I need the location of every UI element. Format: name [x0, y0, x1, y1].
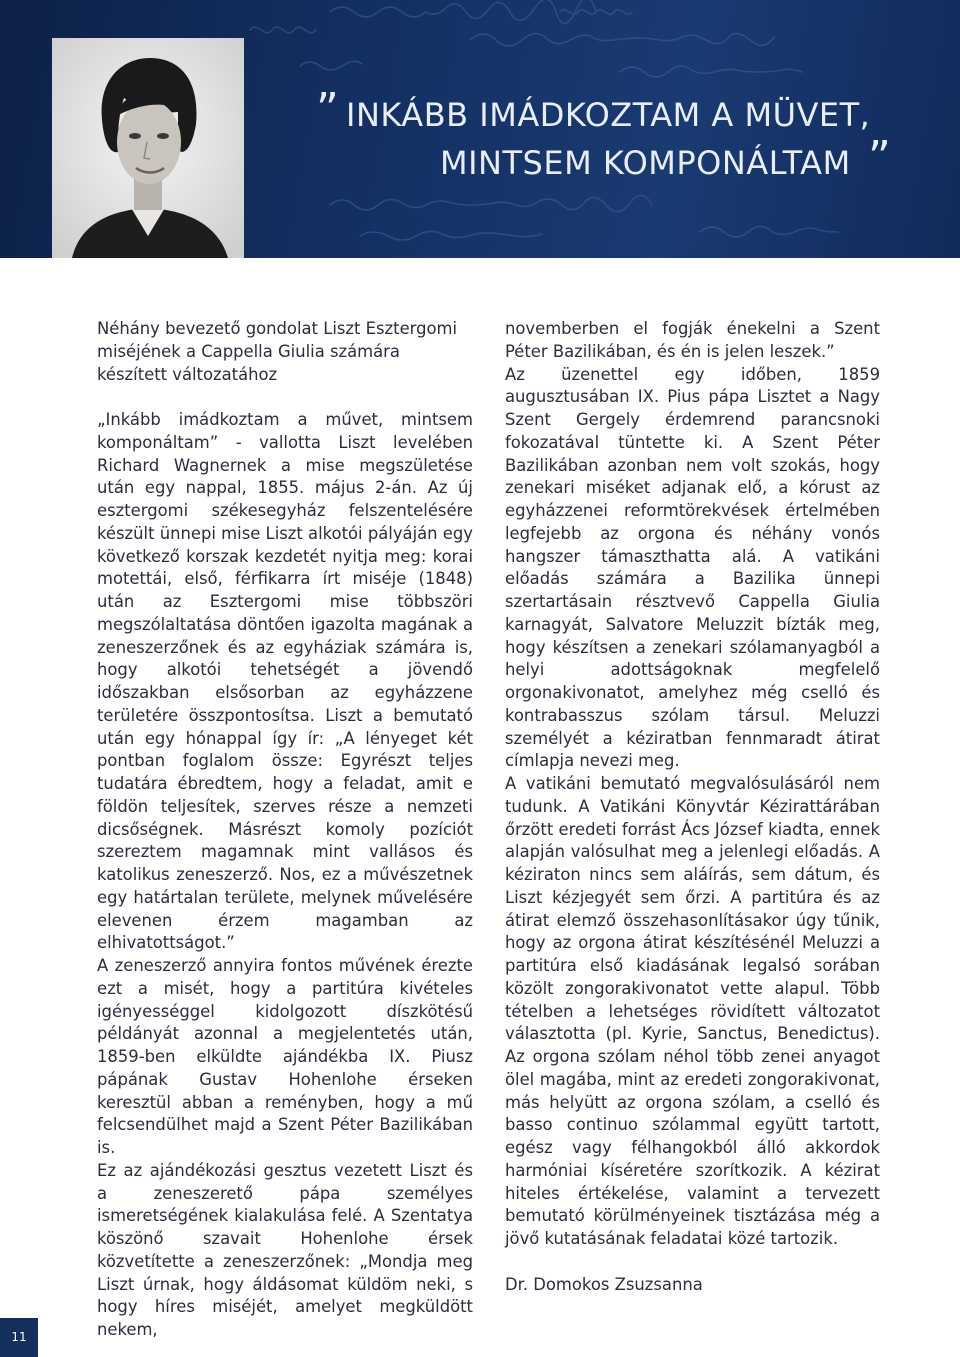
- paragraph: Ez az ajándékozási gesztus vezetett Liszt és a zeneszerető pápa személyes ismeretségének kialakulása felé. A Szentatya köszönő szavait Hohenlohe érsek közvetítette a zeneszerzőnek: „Mondja meg Liszt úrnak, hogy áldásomat küldöm neki, s hogy híres miséjét, amelyet megküldött nekem,: [97, 1160, 473, 1339]
- article-intro: Néhány bevezető gondolat Liszt Esztergomi miséjének a Cappella Giulia számára készített változatához: [97, 319, 458, 384]
- title-line-1: INKÁBB IMÁDKOZTAM A MÜVET,: [346, 96, 871, 134]
- page-number: 11: [0, 1318, 38, 1357]
- header-banner: [0, 0, 960, 258]
- paragraph: A zeneszerző annyira fontos művének érezte ezt a misét, hogy a partitúra kivételes igényességgel kidolgozott díszkötésű példányát azonnal a megjelentetés után, 1859-ben elküldte ajándékba IX. Piusz pápának Gustav Hohenlohe érseken keresztül abban a reményben, hogy a mű felcsendülhet majd a Szent Péter Bazilikában is.: [97, 956, 473, 1157]
- title-line-2: MINTSEM KOMPONÁLTAM: [440, 144, 851, 182]
- paragraph: novemberben el fogják énekelni a Szent Péter Bazilikában, és én is jelen leszek.”: [505, 319, 880, 361]
- paragraph: Az üzenettel egy időben, 1859 augusztusában IX. Pius pápa Lisztet a Nagy Szent Gergely érdemrend parancsnoki fokozatával tüntette ki. A Szent Péter Bazilikában azonban nem volt szokás, hogy zenekari miséket adjanak elő, a kórust az egyházzenei reformtörekvések értelmében legfejebb az orgona és néhány vonós hangszer támaszthatta alá. A vatikáni előadás számára a Bazilika ünnepi szertartásain résztvevő Cappella Giulia karnagyát, Salvatore Meluzzit bízták meg, hogy készítsen a zenekari szólamanyagból a helyi adottságoknak megfelelő orgonakivonatot, amelyhez még cselló és kontrabasszus szólam társul. Meluzzi személyét a kéziratban fennmaradt átirat címlapja nevezi meg.: [505, 364, 880, 771]
- paragraph: „Inkább imádkoztam a művet, mintsem komponáltam” - vallotta Liszt levelében Richard Wagnernek a mise megszületése után egy nappal, 1855. május 2-án. Az új esztergomi székesegyház felszentelésére készült ünnepi mise Liszt alkotói pályáján egy következő korszak kezdetét nyitja meg: korai motettái, első, férfikarra írt miséje (1848) után az Esztergomi mise többszöri megszólaltatása döntően igazolta magának a zeneszerzőnek és az egyháziak számára is, hogy alkotói tehetségét a jövendő időszakban elsősorban az egyházzene területére összpontosítsa. Liszt a bemutató után egy hónappal így ír: „A lényeget két pontban foglalom össze: Egyrészt teljes tudatára ébredtem, hogy a feladat, amit e földön teljesítek, szerves része a nemzeti dicsőségnek. Másrészt komoly pozíciót szereztem magamnak mint vallásos és katolikus zeneszerző. Nos, ez a művészetnek egy határtalan területe, melynek művelésére elevenen érzem magamban az elhivatottságot.”: [97, 410, 473, 953]
- title-closing-quote: ”: [868, 132, 891, 183]
- article-left-column: [97, 318, 473, 1342]
- author-signature: Dr. Domokos Zsuzsanna: [505, 1274, 703, 1294]
- author-portrait: [52, 38, 244, 258]
- article-right-column: [505, 318, 880, 1296]
- title-opening-quote: ”: [316, 84, 339, 135]
- paragraph: A vatikáni bemutató megvalósulásáról nem tudunk. A Vatikáni Könyvtár Kézirattárában őrzött eredeti forrást Ács József kiadta, ennek alapján valósulhat meg a jelenlegi előadás. A kéziraton nincs sem aláírás, sem dátum, és Liszt kézjegyét sem őrzi. A partitúra és az átirat elemző összehasonlításakor úgy tűnik, hogy az orgona átirat készítésénél Meluzzi a partitúra első kiadásának legalsó sorában közölt zongorakivonatot vette alapul. Több tételben a lehetséges rövidített változatot választotta (pl. Kyrie, Sanctus, Benedictus). Az orgona szólam néhol több zenei anyagot ölel magába, mint az eredeti zongorakivonat, más helyütt az orgona szólam, a cselló és basso continuo szólammal együtt tartott, egész vagy félhangokból álló akkordok harmóniai kíséretére szorítkozik. A kézirat hiteles értékelése, valamint a tervezett bemutató körülményeinek tisztázása még a jövő kutatásának feladatai közé tartozik.: [505, 774, 880, 1248]
